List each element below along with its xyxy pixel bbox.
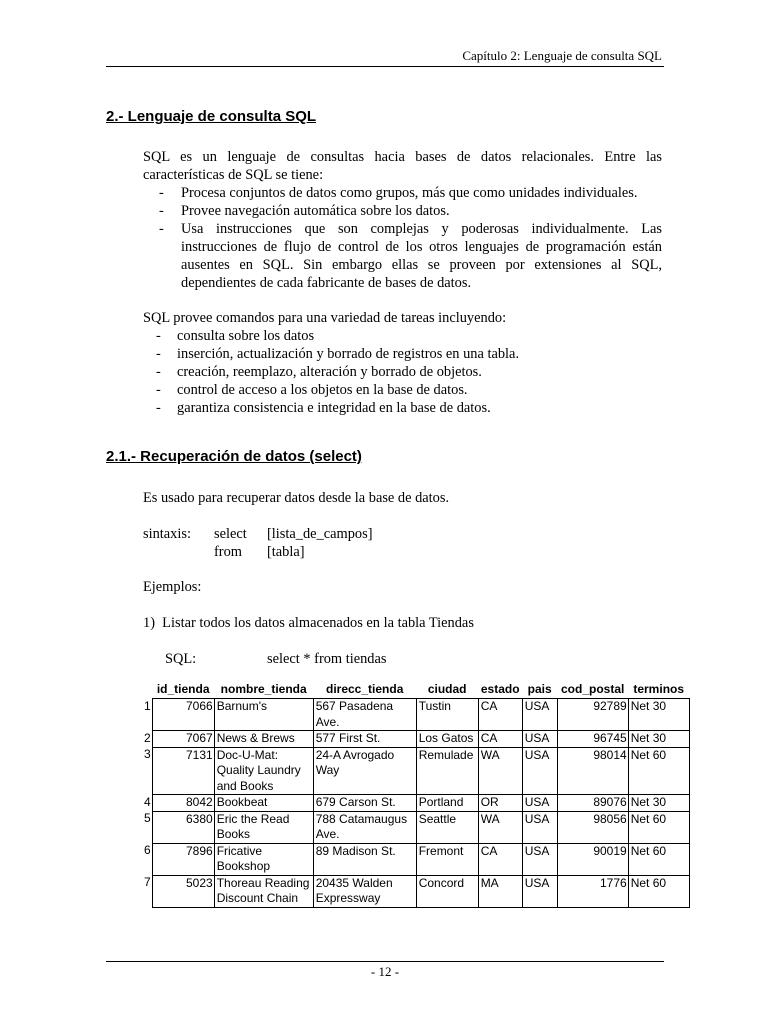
- cell-estado: CA: [478, 843, 522, 875]
- page-number: - 12 -: [370, 964, 400, 979]
- cell-nombre: Doc-U-Mat: Quality Laundry and Books: [214, 747, 313, 795]
- row-number: 5: [144, 811, 151, 825]
- cell-terminos: Net 60: [628, 843, 689, 875]
- syntax-keyword-select: select: [214, 526, 247, 542]
- cell-ciudad: Concord: [416, 875, 478, 907]
- cell-direcc: 20435 Walden Expressway: [313, 875, 416, 907]
- cell-terminos: Net 30: [628, 795, 689, 812]
- row-number: 1: [144, 698, 151, 713]
- table-row: [142, 843, 689, 875]
- cell-nombre: Eric the Read Books: [214, 811, 313, 843]
- list-item: - control de acceso a los objetos en la base de datos.: [156, 382, 468, 398]
- cell-ciudad: Remulade: [416, 747, 478, 795]
- cell-cod-postal: 1776: [557, 875, 628, 907]
- column-header: pais: [527, 682, 552, 697]
- sql-query: select * from tiendas: [267, 651, 387, 667]
- running-header: Capítulo 2: Lenguaje de consulta SQL: [462, 48, 662, 63]
- table-row: [142, 747, 689, 795]
- cell-cod-postal: 89076: [557, 795, 628, 812]
- cell-direcc: 679 Carson St.: [313, 795, 416, 812]
- commands-intro: SQL provee comandos para una variedad de tareas incluyendo:: [143, 310, 507, 326]
- cell-terminos: Net 30: [628, 731, 689, 748]
- cell-estado: CA: [478, 699, 522, 731]
- intro-paragraph: SQL es un lenguaje de consultas hacia bases de datos relacionales. Entre las características de SQL se tiene:: [143, 149, 662, 183]
- table-row: [142, 699, 689, 731]
- tiendas-table: [142, 682, 690, 908]
- cell-pais: USA: [522, 699, 557, 731]
- list-item: - garantiza consistencia e integridad en la base de datos.: [156, 400, 491, 416]
- row-number: 3: [144, 747, 151, 761]
- row-number: 4: [144, 794, 151, 809]
- cell-id: 8042: [152, 795, 214, 812]
- cell-nombre: Fricative Bookshop: [214, 843, 313, 875]
- cell-pais: USA: [522, 795, 557, 812]
- cell-nombre: Barnum's: [214, 699, 313, 731]
- cell-terminos: Net 30: [628, 699, 689, 731]
- cell-terminos: Net 60: [628, 875, 689, 907]
- column-header: terminos: [633, 682, 685, 697]
- table-row: [142, 875, 689, 907]
- cell-nombre: Bookbeat: [214, 795, 313, 812]
- cell-id: 7066: [152, 699, 214, 731]
- cell-estado: OR: [478, 795, 522, 812]
- list-item: - Procesa conjuntos de datos como grupos, más que como unidades individuales.: [159, 185, 638, 201]
- cell-estado: WA: [478, 811, 522, 843]
- cell-direcc: 577 First St.: [313, 731, 416, 748]
- cell-pais: USA: [522, 731, 557, 748]
- syntax-table: [tabla]: [267, 544, 305, 560]
- cell-cod-postal: 98056: [557, 811, 628, 843]
- cell-pais: USA: [522, 843, 557, 875]
- list-item: - inserción, actualización y borrado de registros en una tabla.: [156, 346, 520, 362]
- cell-nombre: Thoreau Reading Discount Chain: [214, 875, 313, 907]
- table-row: [142, 731, 689, 748]
- list-item: - Provee navegación automática sobre los datos.: [159, 203, 450, 219]
- cell-direcc: 24-A Avrogado Way: [313, 747, 416, 795]
- column-header: cod_postal: [561, 682, 625, 697]
- syntax-fields: [lista_de_campos]: [267, 526, 373, 542]
- cell-cod-postal: 98014: [557, 747, 628, 795]
- list-item: - consulta sobre los datos: [156, 328, 315, 344]
- features-list: [143, 184, 662, 292]
- cell-pais: USA: [522, 747, 557, 795]
- cell-ciudad: Portland: [416, 795, 478, 812]
- cell-terminos: Net 60: [628, 747, 689, 795]
- cell-ciudad: Fremont: [416, 843, 478, 875]
- cell-cod-postal: 90019: [557, 843, 628, 875]
- cell-estado: MA: [478, 875, 522, 907]
- section-title-select: 2.1.- Recuperación de datos (select): [106, 448, 362, 465]
- cell-estado: CA: [478, 731, 522, 748]
- cell-pais: USA: [522, 811, 557, 843]
- cell-terminos: Net 60: [628, 811, 689, 843]
- cell-cod-postal: 92789: [557, 699, 628, 731]
- list-item: - Usa instrucciones que son complejas y poderosas individualmente. Las instrucciones de flujo de control de los otros lenguajes de programación están ausentes en SQL. Sin embargo ellas se proveen por extensiones al SQL, dependientes de cada fabricante de bases de datos.: [159, 221, 662, 291]
- row-number: 6: [144, 843, 151, 857]
- column-header: estado: [480, 682, 520, 697]
- section-title-sql: 2.- Lenguaje de consulta SQL: [106, 108, 317, 125]
- header-rule: [106, 66, 664, 67]
- column-header: nombre_tienda: [220, 682, 307, 697]
- syntax-keyword-from: from: [214, 544, 242, 560]
- select-description: Es usado para recuperar datos desde la base de datos.: [143, 490, 450, 506]
- table-row: [142, 811, 689, 843]
- row-number: 7: [144, 875, 151, 889]
- sql-label: SQL:: [165, 651, 197, 667]
- commands-list: [143, 327, 662, 417]
- cell-estado: WA: [478, 747, 522, 795]
- table-header-row: [142, 682, 689, 699]
- cell-id: 5023: [152, 875, 214, 907]
- cell-nombre: News & Brews: [214, 731, 313, 748]
- column-header: ciudad: [427, 682, 467, 697]
- row-number: 2: [144, 730, 151, 745]
- cell-id: 7067: [152, 731, 214, 748]
- example-1: 1) Listar todos los datos almacenados en la tabla Tiendas: [143, 615, 474, 631]
- cell-pais: USA: [522, 875, 557, 907]
- list-item: - creación, reemplazo, alteración y borrado de objetos.: [156, 364, 482, 380]
- cell-direcc: 89 Madison St.: [313, 843, 416, 875]
- syntax-label: sintaxis:: [143, 526, 191, 542]
- cell-ciudad: Tustin: [416, 699, 478, 731]
- cell-direcc: 788 Catamaugus Ave.: [313, 811, 416, 843]
- cell-id: 6380: [152, 811, 214, 843]
- cell-ciudad: Los Gatos: [416, 731, 478, 748]
- examples-label: Ejemplos:: [143, 579, 202, 595]
- column-header: direcc_tienda: [326, 682, 404, 697]
- cell-cod-postal: 96745: [557, 731, 628, 748]
- footer-rule: [106, 961, 664, 962]
- cell-id: 7131: [152, 747, 214, 795]
- cell-id: 7896: [152, 843, 214, 875]
- table-row: [142, 795, 689, 812]
- cell-direcc: 567 Pasadena Ave.: [313, 699, 416, 731]
- column-header: id_tienda: [156, 682, 210, 697]
- cell-ciudad: Seattle: [416, 811, 478, 843]
